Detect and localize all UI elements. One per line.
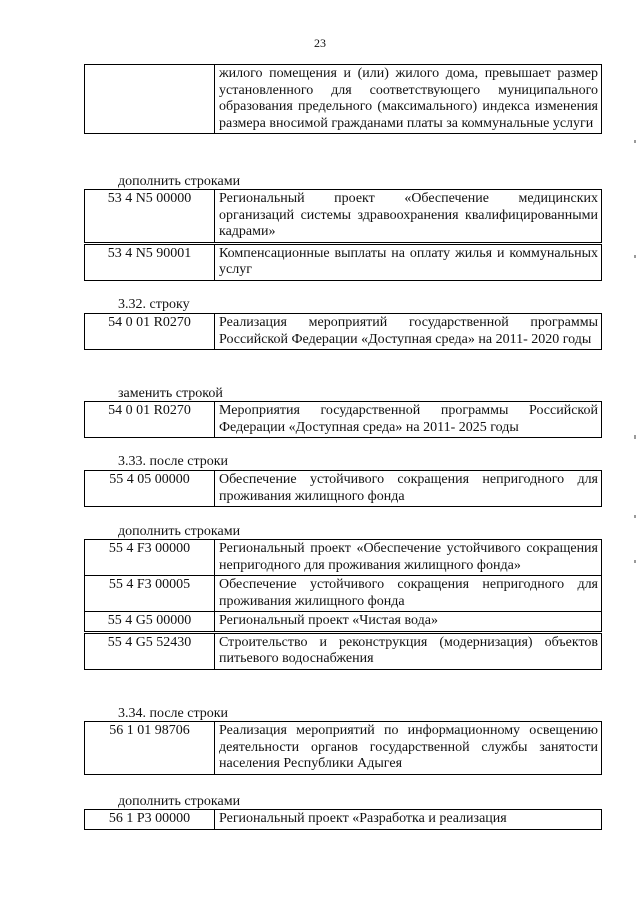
add-rows-table-53 — [84, 189, 602, 281]
table-row — [85, 810, 602, 830]
scan-mark — [634, 435, 636, 439]
continuation-table — [84, 64, 602, 134]
code-cell: 54 0 01 R0270 — [85, 402, 215, 438]
description-cell: Мероприятия государственной программы Российской Федерации «Доступная среда» на 2011- 2025 годы — [215, 402, 602, 438]
section-label-3-33: 3.33. после строки — [118, 454, 229, 469]
table-row — [85, 612, 602, 633]
table-row — [85, 540, 602, 576]
replace-row-table — [84, 401, 602, 438]
section-label-add-rows: дополнить строками — [118, 794, 241, 809]
scan-mark — [634, 140, 636, 143]
description-cell: Обеспечение устойчивого сокращения непригодного для проживания жилищного фонда — [215, 471, 602, 507]
table-row — [85, 190, 602, 244]
row-table-3-32 — [84, 313, 602, 350]
section-label-replace: заменить строкой — [118, 386, 223, 401]
description-cell: Строительство и реконструкция (модернизация) объектов питьевого водоснабжения — [215, 632, 602, 669]
description-cell: Реализация мероприятий государственной программы Российской Федерации «Доступная среда» на 2011- 2020 годы — [215, 314, 602, 350]
table-row — [85, 402, 602, 438]
description-cell: Региональный проект «Чистая вода» — [215, 612, 602, 633]
description-cell: Региональный проект «Разработка и реализация — [215, 810, 602, 830]
scan-mark — [634, 560, 636, 563]
code-cell: 53 4 N5 00000 — [85, 190, 215, 244]
add-rows-table-56 — [84, 809, 602, 830]
add-rows-table-55 — [84, 539, 602, 670]
table-row — [85, 576, 602, 612]
code-cell: 56 1 P3 00000 — [85, 810, 215, 830]
table-row — [85, 314, 602, 350]
description-cell: Обеспечение устойчивого сокращения непригодного для проживания жилищного фонда — [215, 576, 602, 612]
code-cell: 55 4 F3 00000 — [85, 540, 215, 576]
description-cell: Региональный проект «Обеспечение медицинских организаций системы здравоохранения квалифицированными кадрами» — [215, 190, 602, 244]
row-table-3-34 — [84, 721, 602, 775]
code-cell: 55 4 G5 00000 — [85, 612, 215, 633]
table-row — [85, 65, 602, 134]
scan-mark — [634, 515, 636, 518]
code-cell: 55 4 05 00000 — [85, 471, 215, 507]
section-label-3-32: 3.32. строку — [118, 297, 190, 312]
table-row — [85, 722, 602, 775]
code-cell — [85, 65, 215, 134]
section-label-add-rows: дополнить строками — [118, 524, 241, 539]
code-cell: 55 4 G5 52430 — [85, 632, 215, 669]
description-cell: Компенсационные выплаты на оплату жилья и коммунальных услуг — [215, 243, 602, 280]
table-row — [85, 243, 602, 280]
table-row — [85, 632, 602, 669]
description-cell: жилого помещения и (или) жилого дома, превышает размер установленного для соответствующего муниципального образования предельного (максимального) индекса изменения размера вносимой гражданами платы за коммунальные услуги — [215, 65, 602, 134]
code-cell: 53 4 N5 90001 — [85, 243, 215, 280]
description-cell: Реализация мероприятий по информационному освещению деятельности органов государственной службы занятости населения Республики Адыгея — [215, 722, 602, 775]
table-row — [85, 471, 602, 507]
page-number: 23 — [314, 36, 326, 50]
section-label-add-rows: дополнить строками — [118, 174, 241, 189]
code-cell: 56 1 01 98706 — [85, 722, 215, 775]
row-table-3-33 — [84, 470, 602, 507]
code-cell: 55 4 F3 00005 — [85, 576, 215, 612]
section-label-3-34: 3.34. после строки — [118, 706, 229, 721]
scan-mark — [634, 255, 636, 258]
code-cell: 54 0 01 R0270 — [85, 314, 215, 350]
description-cell: Региональный проект «Обеспечение устойчивого сокращения непригодного для проживания жилищного фонда» — [215, 540, 602, 576]
